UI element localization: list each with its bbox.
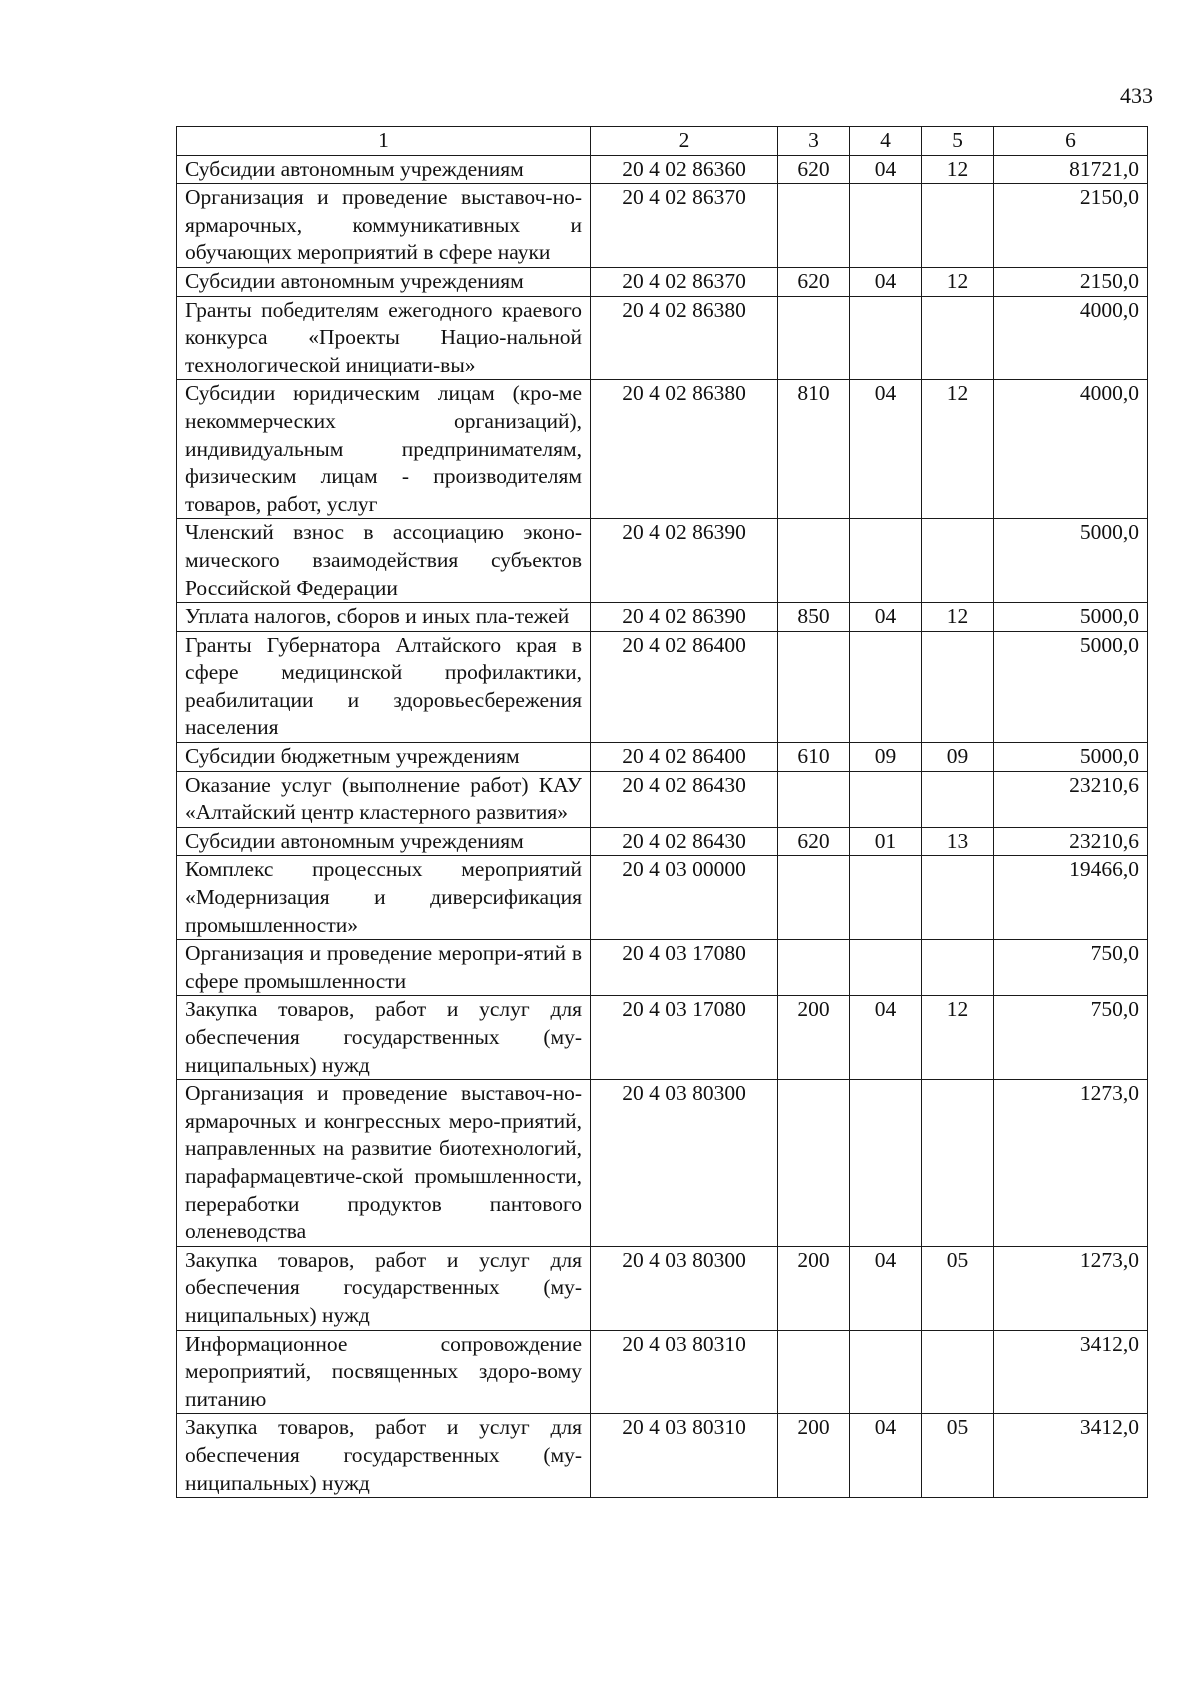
row-col3-cell: 200 [778, 996, 850, 1080]
row-name-cell: Членский взнос в ассоциацию эконо-мического взаимодействия субъектов Российской Федерации [177, 519, 591, 603]
row-amount-cell: 4000,0 [994, 296, 1148, 380]
row-col4-cell: 01 [850, 827, 922, 856]
table-row [177, 631, 1148, 742]
row-name-cell: Субсидии автономным учреждениям [177, 155, 591, 184]
table-row [177, 996, 1148, 1080]
table-row [177, 603, 1148, 632]
row-amount-cell: 23210,6 [994, 771, 1148, 827]
row-amount-cell: 5000,0 [994, 603, 1148, 632]
row-col5-cell: 05 [922, 1246, 994, 1330]
row-amount-cell: 3412,0 [994, 1330, 1148, 1414]
row-col3-cell: 620 [778, 155, 850, 184]
table-row [177, 743, 1148, 772]
row-code-cell: 20 4 02 86370 [591, 267, 778, 296]
row-name-cell: Закупка товаров, работ и услуг для обеспечения государственных (му-ниципальных) нужд [177, 996, 591, 1080]
row-col5-cell [922, 631, 994, 742]
header-cell-6: 6 [994, 127, 1148, 156]
row-col4-cell: 04 [850, 1246, 922, 1330]
row-col5-cell: 12 [922, 380, 994, 519]
row-name-cell: Комплекс процессных мероприятий «Модернизация и диверсификация промышленности» [177, 856, 591, 940]
row-code-cell: 20 4 02 86430 [591, 827, 778, 856]
row-amount-cell: 81721,0 [994, 155, 1148, 184]
row-code-cell: 20 4 02 86380 [591, 380, 778, 519]
row-col3-cell [778, 184, 850, 268]
row-col5-cell: 12 [922, 155, 994, 184]
row-code-cell: 20 4 02 86380 [591, 296, 778, 380]
row-col4-cell: 09 [850, 743, 922, 772]
row-col4-cell [850, 1080, 922, 1247]
row-name-cell: Уплата налогов, сборов и иных пла-тежей [177, 603, 591, 632]
row-col5-cell [922, 856, 994, 940]
row-col5-cell: 12 [922, 267, 994, 296]
table-body [177, 155, 1148, 1498]
table-row [177, 155, 1148, 184]
row-name-cell: Организация и проведение выставоч-но-ярмарочных, коммуникативных и обучающих мероприятий в сфере науки [177, 184, 591, 268]
row-amount-cell: 19466,0 [994, 856, 1148, 940]
row-code-cell: 20 4 03 80300 [591, 1080, 778, 1247]
row-amount-cell: 23210,6 [994, 827, 1148, 856]
table-row [177, 856, 1148, 940]
row-amount-cell: 1273,0 [994, 1246, 1148, 1330]
row-name-cell: Гранты Губернатора Алтайского края в сфере медицинской профилактики, реабилитации и здоровьесбережения населения [177, 631, 591, 742]
row-code-cell: 20 4 02 86390 [591, 603, 778, 632]
table-row [177, 267, 1148, 296]
header-cell-1: 1 [177, 127, 591, 156]
row-col3-cell [778, 1330, 850, 1414]
table-row [177, 184, 1148, 268]
row-name-cell: Субсидии автономным учреждениям [177, 267, 591, 296]
row-amount-cell: 5000,0 [994, 743, 1148, 772]
header-cell-2: 2 [591, 127, 778, 156]
row-col3-cell [778, 296, 850, 380]
row-col5-cell [922, 1080, 994, 1247]
table-row [177, 827, 1148, 856]
row-name-cell: Информационное сопровождение мероприятий, посвященных здоро-вому питанию [177, 1330, 591, 1414]
table-row [177, 1080, 1148, 1247]
header-cell-5: 5 [922, 127, 994, 156]
row-col4-cell [850, 631, 922, 742]
row-col5-cell [922, 184, 994, 268]
row-col3-cell [778, 771, 850, 827]
row-col4-cell: 04 [850, 380, 922, 519]
row-amount-cell: 2150,0 [994, 267, 1148, 296]
row-amount-cell: 5000,0 [994, 519, 1148, 603]
row-col4-cell [850, 771, 922, 827]
table-row [177, 940, 1148, 996]
header-row [177, 127, 1148, 156]
row-name-cell: Субсидии юридическим лицам (кро-ме некоммерческих организаций), индивидуальным предпринимателям, физическим лицам - производителям товаров, работ, услуг [177, 380, 591, 519]
row-col4-cell: 04 [850, 603, 922, 632]
row-col3-cell: 200 [778, 1414, 850, 1498]
row-col4-cell [850, 519, 922, 603]
row-code-cell: 20 4 02 86370 [591, 184, 778, 268]
row-col3-cell: 620 [778, 827, 850, 856]
row-col4-cell [850, 940, 922, 996]
row-amount-cell: 3412,0 [994, 1414, 1148, 1498]
header-cell-3: 3 [778, 127, 850, 156]
row-code-cell: 20 4 03 00000 [591, 856, 778, 940]
row-col5-cell [922, 1330, 994, 1414]
row-col4-cell: 04 [850, 996, 922, 1080]
row-col3-cell [778, 519, 850, 603]
row-name-cell: Субсидии бюджетным учреждениям [177, 743, 591, 772]
row-col4-cell: 04 [850, 155, 922, 184]
row-name-cell: Закупка товаров, работ и услуг для обеспечения государственных (му-ниципальных) нужд [177, 1246, 591, 1330]
row-amount-cell: 4000,0 [994, 380, 1148, 519]
row-amount-cell: 750,0 [994, 996, 1148, 1080]
row-col4-cell [850, 184, 922, 268]
row-name-cell: Организация и проведение меропри-ятий в сфере промышленности [177, 940, 591, 996]
row-col3-cell [778, 631, 850, 742]
row-col3-cell: 810 [778, 380, 850, 519]
row-col3-cell: 850 [778, 603, 850, 632]
table-row [177, 1414, 1148, 1498]
row-code-cell: 20 4 03 80310 [591, 1330, 778, 1414]
row-col5-cell [922, 940, 994, 996]
table-row [177, 380, 1148, 519]
row-amount-cell: 5000,0 [994, 631, 1148, 742]
row-amount-cell: 750,0 [994, 940, 1148, 996]
row-code-cell: 20 4 02 86400 [591, 631, 778, 742]
row-code-cell: 20 4 02 86390 [591, 519, 778, 603]
row-name-cell: Гранты победителям ежегодного краевого конкурса «Проекты Нацио-нальной технологической инициати-вы» [177, 296, 591, 380]
row-name-cell: Закупка товаров, работ и услуг для обеспечения государственных (му-ниципальных) нужд [177, 1414, 591, 1498]
row-col5-cell [922, 519, 994, 603]
page-number: 433 [1120, 83, 1153, 108]
table-row [177, 1246, 1148, 1330]
row-col4-cell [850, 856, 922, 940]
row-code-cell: 20 4 02 86430 [591, 771, 778, 827]
row-name-cell: Оказание услуг (выполнение работ) КАУ «Алтайский центр кластерного развития» [177, 771, 591, 827]
row-col3-cell: 610 [778, 743, 850, 772]
header-cell-4: 4 [850, 127, 922, 156]
row-code-cell: 20 4 02 86360 [591, 155, 778, 184]
row-col3-cell [778, 1080, 850, 1247]
row-col4-cell [850, 296, 922, 380]
row-col3-cell [778, 856, 850, 940]
row-col4-cell [850, 1330, 922, 1414]
row-code-cell: 20 4 03 17080 [591, 940, 778, 996]
row-col3-cell: 200 [778, 1246, 850, 1330]
row-col5-cell [922, 771, 994, 827]
row-code-cell: 20 4 03 17080 [591, 996, 778, 1080]
row-amount-cell: 1273,0 [994, 1080, 1148, 1247]
budget-table [176, 126, 1148, 1498]
row-amount-cell: 2150,0 [994, 184, 1148, 268]
row-code-cell: 20 4 02 86400 [591, 743, 778, 772]
row-col5-cell [922, 296, 994, 380]
row-col5-cell: 13 [922, 827, 994, 856]
table-row [177, 771, 1148, 827]
row-name-cell: Организация и проведение выставоч-но-ярмарочных и конгрессных меро-приятий, направленных на развитие биотехнологий, парафармацевтиче-ской промышленности, переработки продуктов пантового оленеводства [177, 1080, 591, 1247]
row-col5-cell: 12 [922, 996, 994, 1080]
row-col4-cell: 04 [850, 267, 922, 296]
row-col5-cell: 09 [922, 743, 994, 772]
row-col5-cell: 05 [922, 1414, 994, 1498]
table-row [177, 1330, 1148, 1414]
row-code-cell: 20 4 03 80310 [591, 1414, 778, 1498]
row-name-cell: Субсидии автономным учреждениям [177, 827, 591, 856]
row-col3-cell: 620 [778, 267, 850, 296]
row-code-cell: 20 4 03 80300 [591, 1246, 778, 1330]
row-col3-cell [778, 940, 850, 996]
table-row [177, 519, 1148, 603]
row-col5-cell: 12 [922, 603, 994, 632]
table-row [177, 296, 1148, 380]
row-col4-cell: 04 [850, 1414, 922, 1498]
